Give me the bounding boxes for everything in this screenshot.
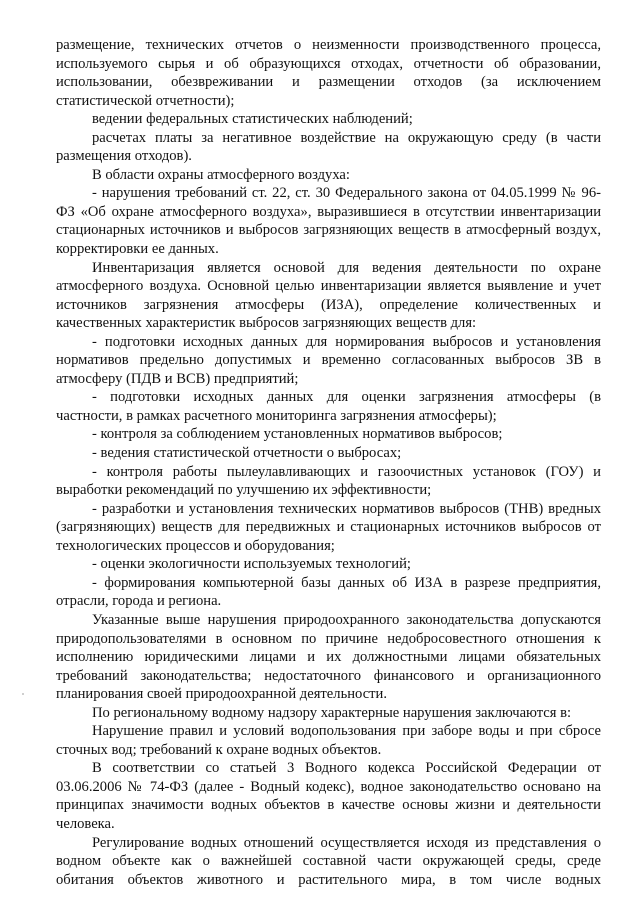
text-line: обитания объектов животного и растительного мира, в том числе водных [56, 871, 601, 888]
text-line: водном объекте как о важнейшей составной части окружающей среды, среде [56, 853, 601, 870]
text-line: - подготовки исходных данных для оценки загрязнения атмосферы (в [92, 389, 601, 406]
text-line: - разработки и установления технических нормативов выбросов (ТНВ) вредных [92, 500, 601, 517]
scan-speck [22, 693, 24, 695]
text-line: Нарушение правил и условий водопользования при заборе воды и при сбросе [92, 723, 601, 740]
text-line: По региональному водному надзору характерные нарушения заключаются в: [92, 704, 572, 721]
text-line: нормативов предельно допустимых и временно согласованных выбросов ЗВ в [56, 352, 601, 369]
text-line: атмосферного воздуха. Основной целью инвентаризации является выявление и учет [56, 278, 601, 295]
text-line: атмосферу (ПДВ и ВСВ) предприятий; [56, 370, 299, 387]
text-line: Регулирование водных отношений осуществляется исходя из представления о [92, 834, 601, 851]
text-line: исполнению юридическими лицами и их должностными лицами обязательных [56, 649, 601, 666]
text-line: ФЗ «Об охране атмосферного воздуха», выразившиеся в отсутствии инвентаризации [56, 203, 601, 220]
text-line: отрасли, города и региона. [56, 593, 222, 610]
text-line: Инвентаризация является основой для ведения деятельности по охране [92, 259, 601, 276]
text-line: выработки рекомендаций по улучшению их эффективности; [56, 482, 432, 499]
text-line: принципах значимости водных объектов в качестве основы жизни и деятельности [56, 797, 601, 814]
text-line: Указанные выше нарушения природоохранного законодательства допускаются [92, 611, 601, 628]
text-line: ведении федеральных статистических наблюдений; [92, 111, 413, 128]
text-line: - контроля работы пылеулавливающих и газоочистных установок (ГОУ) и [92, 463, 601, 480]
document-body [56, 36, 601, 889]
text-line: - контроля за соблюдением установленных нормативов выбросов; [92, 426, 503, 443]
text-line: корректировки ее данных. [56, 241, 219, 258]
text-line: используемого сырья и об образующихся отходах, отчетности об образовании, [56, 55, 601, 72]
text-line: В соответствии со статьей 3 Водного кодекса Российской Федерации от [92, 760, 601, 777]
text-line: источников загрязнения атмосферы (ИЗА), определение количественных и [56, 296, 601, 313]
text-line: - ведения статистической отчетности о выбросах; [92, 445, 402, 462]
text-line: 03.06.2006 № 74-ФЗ (далее - Водный кодекс), водное законодательство основано на [56, 778, 601, 795]
text-line: требований законодательства; недостаточного финансового и организационного [56, 667, 601, 684]
text-line: - оценки экологичности используемых технологий; [92, 556, 411, 573]
text-line: технологических процессов и оборудования; [56, 537, 335, 554]
text-line: стационарных источников и выбросов загрязняющих веществ в атмосферный воздух, [56, 222, 601, 239]
text-line: - формирования компьютерной базы данных об ИЗА в разрезе предприятия, [92, 574, 601, 591]
text-line: природопользователями в основном по причине недобросовестного отношения к [56, 630, 601, 647]
text-line: человека. [56, 815, 115, 832]
text-line: - нарушения требований ст. 22, ст. 30 Федерального закона от 04.05.1999 № 96- [92, 185, 601, 202]
text-line: размещение, технических отчетов о неизменности производственного процесса, [56, 37, 601, 53]
text-line: частности, в рамках расчетного мониторинга загрязнения атмосферы); [56, 407, 497, 424]
text-line: (загрязняющих) веществ для передвижных и стационарных источников выбросов от [56, 519, 601, 536]
text-line: В области охраны атмосферного воздуха: [92, 166, 350, 183]
text-line: качественных характеристик выбросов загрязняющих веществ для: [56, 315, 477, 332]
text-line: - подготовки исходных данных для нормирования выбросов и установления [92, 333, 601, 350]
text-line: использовании, обезвреживании и размещении отходов (за исключением [56, 74, 601, 91]
text-line: расчетах платы за негативное воздействие на окружающую среду (в части [92, 129, 601, 146]
text-line: статистической отчетности); [56, 92, 235, 109]
text-line: размещения отходов). [56, 148, 192, 165]
text-line: сточных вод; требований к охране водных объектов. [56, 741, 382, 758]
text-line: планирования своей природоохранной деятельности. [56, 686, 388, 703]
